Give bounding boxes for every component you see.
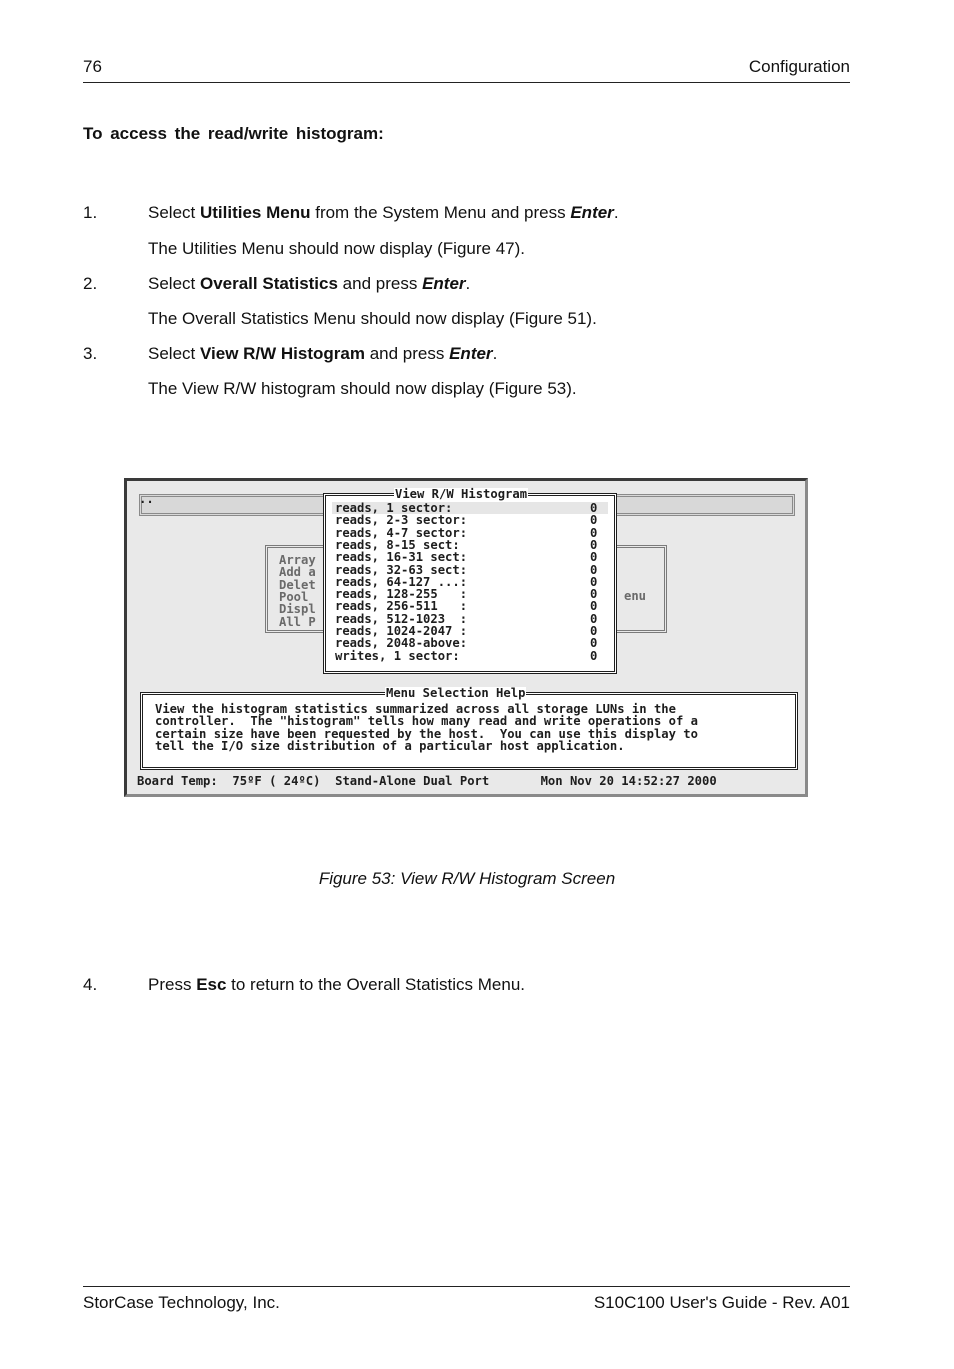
step-3-number: 3. — [83, 344, 98, 363]
histogram-row-label: reads, 32-63 sect: — [335, 562, 468, 577]
histogram-row-label: writes, 1 sector: — [335, 648, 460, 663]
histogram-row-label: reads, 64-127 ...: — [335, 574, 468, 589]
step-2-key: Enter — [422, 274, 466, 293]
histogram-row-value: 0 — [590, 587, 598, 602]
step-1-key: Enter — [570, 203, 614, 222]
histogram-row-value: 0 — [590, 537, 598, 552]
histogram-row-value: 0 — [590, 525, 598, 540]
step-2-menu-name: Overall Statistics — [199, 274, 338, 293]
histogram-row-label: reads, 128-255 : — [335, 587, 468, 602]
histogram-row-value: 0 — [590, 574, 598, 589]
histogram-row-value: 0 — [590, 513, 598, 528]
histogram-row-label: reads, 4-7 sector: — [335, 525, 468, 540]
step-3-text: Select View R/W Histogram and press Enter. — [148, 344, 498, 363]
footer-rule — [83, 1286, 850, 1287]
histogram-row-label: reads, 16-31 sect: — [335, 550, 468, 565]
histogram-row-label: reads, 2048-above: — [335, 636, 468, 651]
footer-document: S10C100 User's Guide - Rev. A01 — [593, 1293, 850, 1312]
histogram-row — [335, 650, 601, 662]
step-4-key-name: Esc — [196, 975, 227, 994]
help-text-line: View the histogram statistics summarized across all storage LUNs in the — [155, 702, 676, 716]
help-text-line: tell the I/O size distribution of a particular host application. — [155, 738, 625, 753]
histogram-screenshot — [124, 478, 808, 797]
step-4-number: 4. — [83, 975, 98, 994]
header-rule — [83, 82, 850, 83]
step-1-note: The Utilities Menu should now display (Figure 47). — [148, 239, 526, 258]
board-temperature: Board Temp: 75ºF ( 24ºC) — [137, 774, 321, 788]
background-menu-item: Add a — [279, 565, 316, 580]
step-3-note: The View R/W histogram should now display (Figure 53). — [148, 379, 577, 398]
histogram-row-value: 0 — [590, 599, 598, 614]
histogram-row-value: 0 — [590, 636, 598, 651]
section-title: Configuration — [748, 57, 850, 76]
histogram-row-value: 0 — [590, 501, 598, 515]
background-menu-item: All P — [279, 614, 316, 629]
help-panel — [140, 686, 798, 770]
background-menu-item: Array — [279, 553, 316, 567]
page-number: 76 — [83, 57, 102, 76]
step-3-menu-name: View R/W Histogram — [199, 344, 365, 363]
histogram-row-value: 0 — [590, 648, 598, 663]
procedure-heading: To access the read/write histogram: — [83, 124, 384, 143]
histogram-window — [323, 487, 617, 674]
histogram-title: View R/W Histogram — [395, 487, 528, 501]
footer-company: StorCase Technology, Inc. — [83, 1293, 280, 1312]
histogram-row-label: reads, 1 sector: — [335, 501, 453, 515]
histogram-row-label: reads, 256-511 : — [335, 599, 468, 614]
histogram-row-label: reads, 512-1023 : — [335, 611, 468, 626]
step-2-text: Select Overall Statistics and press Enter. — [148, 274, 471, 293]
help-text-line: certain size have been requested by the host. You can use this display to — [155, 726, 698, 741]
help-text-line: controller. The "histogram" tells how many read and write operations of a — [155, 714, 698, 729]
date-time: Mon Nov 20 14:52:27 2000 — [540, 774, 717, 788]
histogram-row-label: reads, 1024-2047 : — [335, 624, 468, 638]
step-3-key: Enter — [449, 344, 493, 363]
histogram-row-label: reads, 2-3 sector: — [335, 513, 468, 528]
background-menu-item: Displ — [279, 602, 316, 617]
step-1-text: Select Utilities Menu from the System Menu and press Enter. — [148, 203, 619, 222]
step-2-number: 2. — [83, 274, 98, 293]
step-1-menu-name: Utilities Menu — [199, 203, 311, 222]
help-title: Menu Selection Help — [386, 686, 526, 700]
controller-mode: Stand-Alone Dual Port — [335, 774, 490, 788]
step-2-note: The Overall Statistics Menu should now display (Figure 51). — [148, 309, 597, 328]
step-4-text: Press Esc to return to the Overall Statistics Menu. — [148, 975, 526, 994]
histogram-row-value: 0 — [590, 562, 598, 577]
histogram-row-label: reads, 8-15 sect: — [335, 537, 460, 552]
histogram-row-value: 0 — [590, 624, 598, 638]
status-line — [137, 774, 805, 788]
background-menu-item: Delet — [279, 577, 316, 592]
background-menu-right-fragment: enu — [624, 589, 647, 603]
top-left-mark: .. — [139, 492, 154, 506]
background-menu-item: Pool — [279, 589, 309, 604]
step-1-number: 1. — [83, 203, 98, 222]
histogram-row-value: 0 — [590, 611, 598, 626]
histogram-row-value: 0 — [590, 550, 598, 565]
figure-caption: Figure 53: View R/W Histogram Screen — [318, 869, 616, 888]
